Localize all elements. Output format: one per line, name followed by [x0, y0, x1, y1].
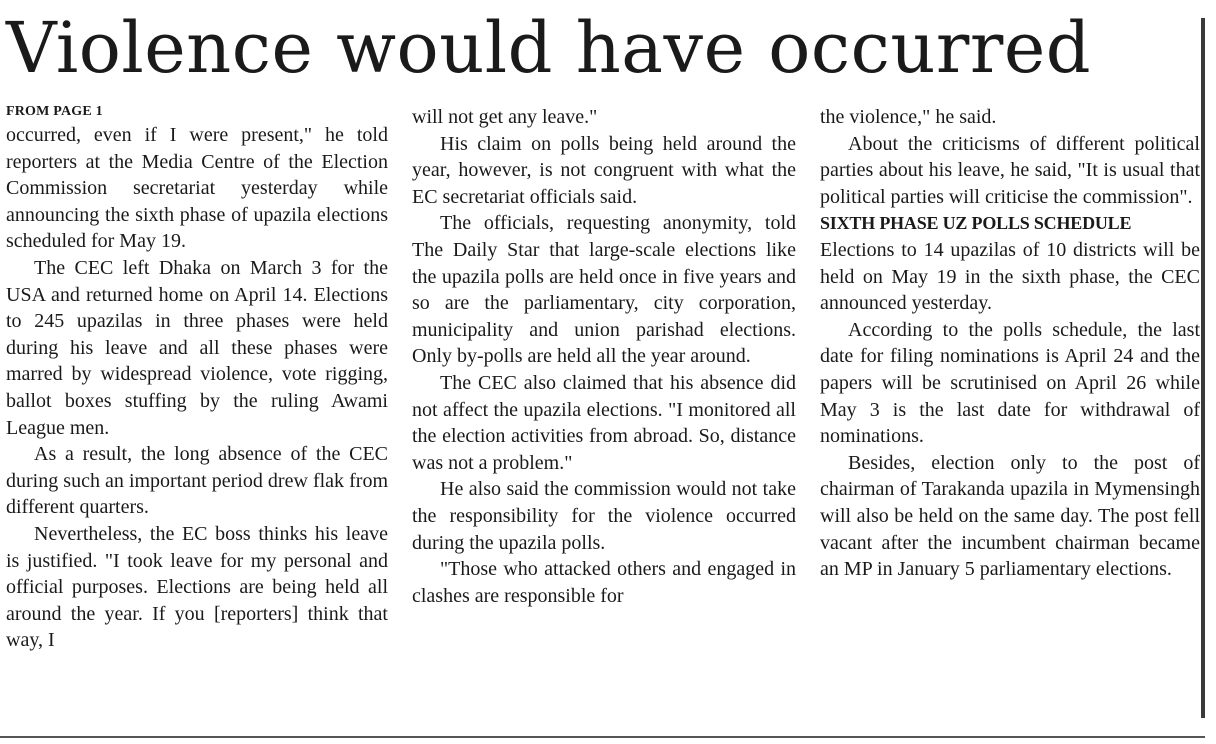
paragraph: Besides, election only to the post of chairman of Tarakanda upazila in Mymensingh will also be held on the same day. The post fell vacant after the incumbent chairman became an MP in January 5 parliamentary elections. — [820, 451, 1200, 581]
paragraph: will not get any leave." — [412, 106, 598, 128]
article-column-3 — [820, 104, 1200, 583]
paragraph: The CEC also claimed that his absence did not affect the upazila elections. "I monitored all the election activities from abroad. So, distance was not a problem." — [412, 371, 796, 474]
headline: Violence would have occurred — [6, 7, 1092, 89]
paragraph: The officials, requesting anonymity, told The Daily Star that large-scale elections like the upazila polls are held once in five years and so are the parliamentary, city corporation, municipality and union parishad elections. Only by-polls are held all the year around. — [412, 212, 796, 368]
paragraph: Elections to 14 upazilas of 10 districts will be held on May 19 in the sixth phase, the CEC announced yesterday. — [820, 238, 1200, 315]
paragraph: As a result, the long absence of the CEC during such an important period drew flak from different quarters. — [6, 443, 388, 519]
article-column-1 — [6, 104, 388, 654]
paragraph: His claim on polls being held around the year, however, is not congruent with what the EC secretariat officials said. — [412, 132, 796, 208]
paragraph: He also said the commission would not take the responsibility for the violence occurred during the upazila polls. — [412, 478, 796, 554]
column-rule — [1201, 18, 1205, 718]
paragraph: the violence," he said. — [820, 106, 997, 128]
paragraph: Nevertheless, the EC boss thinks his leave is justified. "I took leave for my personal and official purposes. Elections are being held all around the year. If you [reporters] think that way, I — [6, 522, 388, 652]
section-subhead: SIXTH PHASE UZ POLLS SCHEDULE — [820, 213, 1132, 234]
paragraph: The CEC left Dhaka on March 3 for the USA and returned home on April 14. Elections to 245 upazilas in three phases were held during his leave and all these phases were marred by widespread violence, vote rigging, ballot boxes stuffing by the ruling Awami League men. — [6, 256, 388, 439]
paragraph: According to the polls schedule, the last date for filing nominations is April 24 and the papers will be scrutinised on April 26 while May 3 is the last date for withdrawal of nominations. — [820, 318, 1200, 448]
paragraph: "Those who attacked others and engaged in clashes are responsible for — [412, 558, 796, 607]
bottom-rule — [0, 736, 1205, 738]
paragraph: About the criticisms of different political parties about his leave, he said, "It is usual that political parties will criticise the commission". — [820, 132, 1200, 208]
continuation-kicker: FROM PAGE 1 — [6, 104, 103, 119]
article-column-2 — [412, 104, 796, 609]
paragraph: occurred, even if I were present," he told reporters at the Media Centre of the Election Commission secretariat yesterday while announcing the sixth phase of upazila elections scheduled for May 19. — [6, 124, 388, 253]
